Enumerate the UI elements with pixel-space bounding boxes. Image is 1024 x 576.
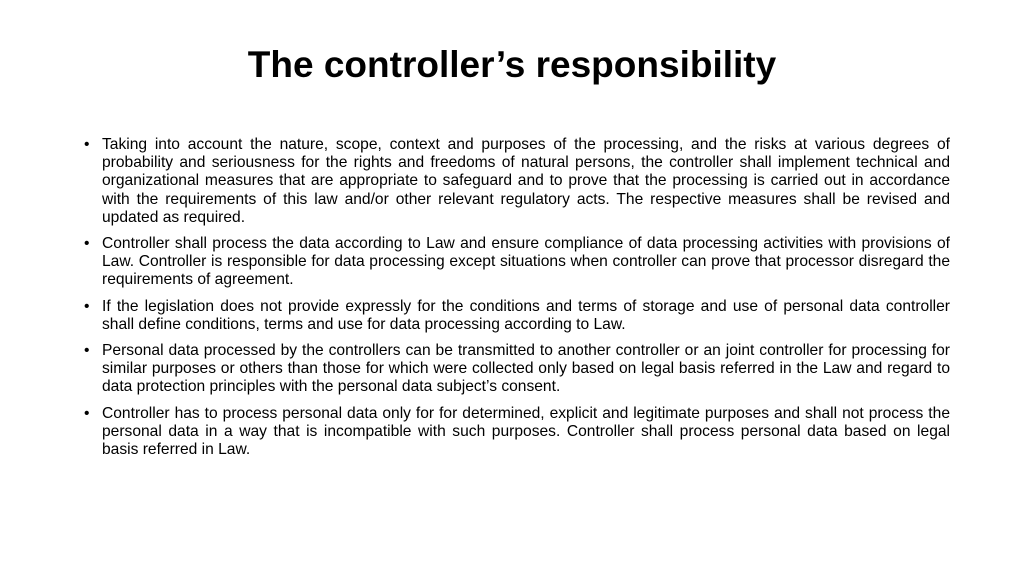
bullet-item	[84, 136, 950, 227]
bullet-item	[84, 405, 950, 460]
bullet-dot-icon: •	[84, 404, 90, 422]
bullet-text: Personal data processed by the controllers can be transmitted to another controller or an joint controller for processing for similar purposes or others than those for which were collected only based on legal basis referred in the Law and regard to data protection principles with the personal data subject’s consent.	[102, 342, 950, 396]
bullet-dot-icon: •	[84, 136, 90, 153]
slide-title: The controller’s responsibility	[247, 44, 777, 85]
bullet-item	[84, 298, 950, 334]
bullet-text: Taking into account the nature, scope, context and purposes of the processing, and the risks at various degrees of probability and seriousness for the rights and freedoms of natural persons, the controller shall implement technical and organizational measures that are appropriate to safeguard and to prove that the processing is carried out in accordance with the requirements of this law and/or other relevant regulatory acts. The respective measures shall be revised and updated as required.	[102, 136, 950, 226]
bullet-text: Controller has to process personal data only for for determined, explicit and legitimate purposes and shall not process the personal data in a way that is incompatible with such purposes. Controller shall process personal data based on legal basis referred in Law.	[102, 404, 950, 459]
bullet-text: If the legislation does not provide expressly for the conditions and terms of storage and use of personal data controller shall define conditions, terms and use for data processing according to Law.	[102, 297, 950, 333]
bullet-item	[84, 342, 950, 397]
bullet-item	[84, 235, 950, 290]
bullet-list	[84, 136, 950, 467]
bullet-dot-icon: •	[84, 342, 90, 360]
bullet-dot-icon: •	[84, 235, 90, 253]
bullet-dot-icon: •	[84, 297, 90, 315]
bullet-text: Controller shall process the data according to Law and ensure compliance of data processing activities with provisions of Law. Controller is responsible for data processing except situations when controller can prove that processor disregard the requirements of agreement.	[102, 235, 950, 289]
